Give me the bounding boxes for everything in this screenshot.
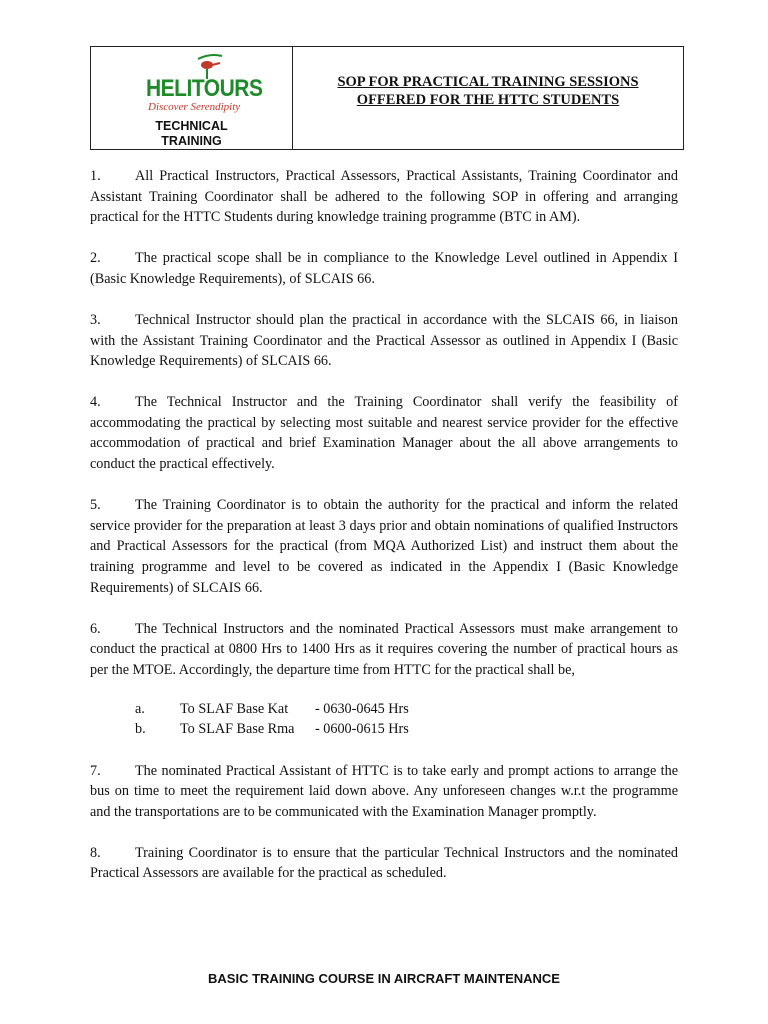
logo-cell bbox=[91, 47, 293, 149]
document-header bbox=[90, 46, 684, 150]
page-footer: BASIC TRAINING COURSE IN AIRCRAFT MAINTENANCE bbox=[208, 971, 560, 986]
unit-label-line1: TECHNICAL bbox=[155, 119, 228, 133]
document-body bbox=[90, 166, 678, 905]
paragraph-4 bbox=[90, 392, 678, 474]
document-title-line1: SOP FOR PRACTICAL TRAINING SESSIONS bbox=[337, 74, 639, 90]
paragraph-3 bbox=[90, 310, 678, 372]
paragraph-number: 4. bbox=[90, 394, 101, 411]
paragraph-text: The Training Coordinator is to obtain the authority for the practical and inform the related service provider for the preparation at least 3 days prior and obtain nominations of qualified Instructors and Practical Assessors for the practical (from MQA Authorized List) and instruct them about the training programme and level to be covered as indicated in the Appendix I (Basic Knowledge Requirements) of SLCAIS 66. bbox=[90, 497, 678, 596]
paragraph-number: 3. bbox=[90, 311, 101, 328]
logo-tagline: Discover Serendipity bbox=[148, 101, 241, 113]
title-cell bbox=[293, 47, 683, 149]
paragraph-6 bbox=[90, 619, 678, 681]
paragraph-8 bbox=[90, 843, 678, 884]
departure-item bbox=[90, 699, 678, 720]
logo-wordmark: HELITOURS bbox=[146, 75, 263, 102]
paragraph-7 bbox=[90, 761, 678, 823]
departure-destination: To SLAF Base Rma bbox=[180, 721, 295, 738]
paragraph-1 bbox=[90, 166, 678, 228]
paragraph-number: 7. bbox=[90, 762, 101, 779]
departure-destination: To SLAF Base Kat bbox=[180, 700, 289, 717]
document-title-line2: OFFERED FOR THE HTTC STUDENTS bbox=[356, 92, 620, 108]
unit-label-line2: TRAINING bbox=[161, 134, 222, 148]
paragraph-number: 5. bbox=[90, 497, 101, 514]
paragraph-text: The Technical Instructors and the nominated Practical Assessors must make arrangement to conduct the practical at 0800 Hrs to 1400 Hrs as it requires covering the number of practical hours as per the MTOE. Accordingly, the departure time from HTTC for the practical shall be, bbox=[90, 620, 678, 678]
paragraph-number: 2. bbox=[90, 250, 101, 267]
paragraph-text: Technical Instructor should plan the practical in accordance with the SLCAIS 66, in liaison with the Assistant Training Coordinator and the Practical Assessor as outlined in Appendix I (Basic Knowledge Requirements) of SLCAIS 66. bbox=[90, 311, 678, 370]
unit-label bbox=[91, 119, 292, 149]
paragraph-text: Training Coordinator is to ensure that the particular Technical Instructors and the nominated Practical Assessors are available for the practical as scheduled. bbox=[90, 844, 678, 882]
departure-letter: b. bbox=[135, 721, 146, 738]
paragraph-text: The practical scope shall be in compliance to the Knowledge Level outlined in Appendix I (Basic Knowledge Requirements), of SLCAIS 66. bbox=[90, 250, 678, 287]
paragraph-text: The nominated Practical Assistant of HTTC is to take early and prompt actions to arrange the bus on time to meet the requirement laid down above. Any unforeseen changes w.r.t the programme and the transportations are to be communicated with the Examination Manager promptly. bbox=[90, 762, 678, 820]
departure-list bbox=[90, 699, 678, 740]
paragraph-text: The Technical Instructor and the Training Coordinator shall verify the feasibility of accommodating the practical by selecting most suitable and nearest service provider for the effective accommodation of practical and brief Examination Manager about the all above arrangements to conduct the practical effectively. bbox=[90, 394, 678, 473]
paragraph-number: 8. bbox=[90, 844, 101, 861]
departure-letter: a. bbox=[135, 700, 145, 717]
paragraph-text: All Practical Instructors, Practical Assessors, Practical Assistants, Training Coordinator and Assistant Training Coordinator shall be adhered to the following SOP in offering and arranging practical for the HTTC Students during knowledge training programme (BTC in AM). bbox=[90, 168, 678, 226]
paragraph-5 bbox=[90, 495, 678, 598]
paragraph-number: 6. bbox=[90, 620, 101, 637]
paragraph-2 bbox=[90, 248, 678, 289]
paragraph-number: 1. bbox=[90, 168, 101, 184]
departure-time: - 0630-0645 Hrs bbox=[315, 700, 409, 717]
departure-time: - 0600-0615 Hrs bbox=[315, 721, 409, 738]
departure-item bbox=[90, 719, 678, 740]
